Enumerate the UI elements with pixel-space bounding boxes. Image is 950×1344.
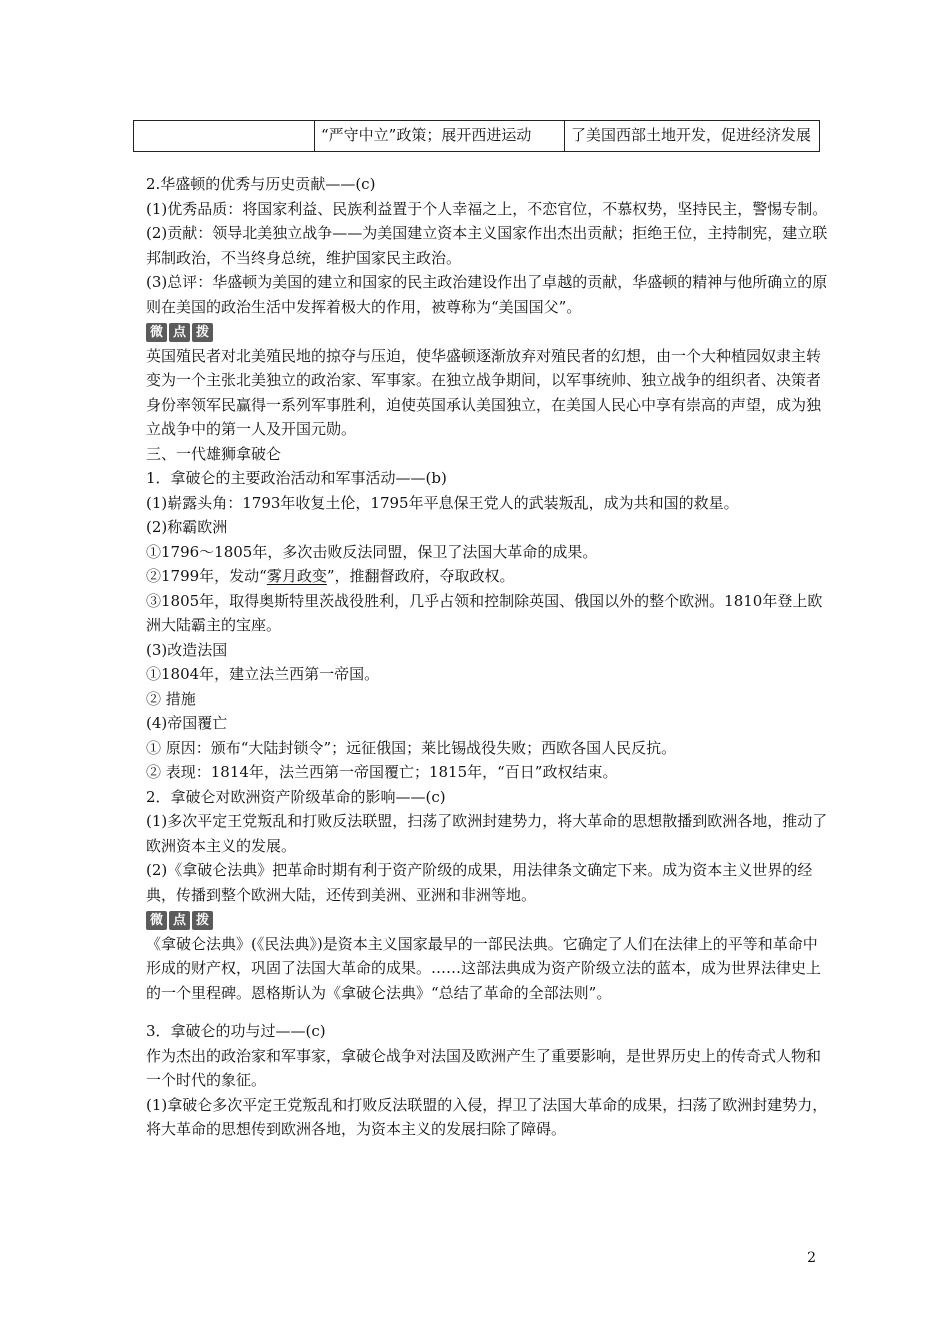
tip-badge-char: 点: [169, 323, 190, 342]
list-item: ②1799年，发动“雾月政变”，推翻督政府，夺取政权。: [146, 567, 515, 585]
tip-badge: [146, 911, 213, 930]
list-item: ② 表现：1814年，法兰西第一帝国覆亡；1815年，“百日”政权结束。: [146, 763, 618, 781]
table-cell: 了美国西部土地开发，促进经济发展: [565, 121, 820, 152]
tip-badge-char: 微: [146, 323, 167, 342]
page-number: 2: [807, 1250, 816, 1266]
tip-badge-char: 微: [146, 911, 167, 930]
section-heading: 1．拿破仑的主要政治活动和军事活动——(b): [146, 469, 447, 487]
paragraph: (1)优秀品质：将国家利益、民族利益置于个人幸福之上，不恋官位，不慕权势，坚持民主，警惕专制。: [146, 199, 828, 218]
list-item: ① 原因：颁布“大陆封锁令”；远征俄国；莱比锡战役失败；西欧各国人民反抗。: [146, 738, 677, 757]
list-item: ①1796～1805年，多次击败反法同盟，保卫了法国大革命的成果。: [146, 542, 598, 561]
paragraph: (1)崭露头角：1793年收复土伦，1795年平息保王党人的武装叛乱，成为共和国的救星。: [146, 493, 739, 512]
table-row: [134, 121, 820, 152]
paragraph: (1)多次平定王党叛乱和打败反法联盟，扫荡了欧洲封建势力，将大革命的思想散播到欧洲各地，推动了欧洲资本主义的发展。: [146, 812, 828, 855]
tip-paragraph: 英国殖民者对北美殖民地的掠夺与压迫，使华盛顿逐渐放弃对殖民者的幻想，由一个大种植园奴隶主转变为一个主张北美独立的政治家、军事家。在独立战争期间，以军事统帅、独立战争的组织者、决策者身份率领军民赢得一系列军事胜利，迫使英国承认美国独立，在美国人民心中享有崇高的声望，成为独立战争中的第一人及开国元勋。: [146, 346, 822, 438]
sub-heading: (3)改造法国: [146, 640, 228, 659]
tip-badge: [146, 323, 213, 342]
document-body: [146, 172, 828, 1142]
paragraph: (2)《拿破仑法典》把革命时期有利于资产阶级的成果，用法律条文确定下来。成为资本主义世界的经典，传播到整个欧洲大陆，还传到美洲、亚洲和非洲等地。: [146, 861, 813, 904]
table-cell: “严守中立”政策；展开西进运动: [315, 121, 565, 152]
section-heading: 3．拿破仑的功与过——(c): [146, 1022, 326, 1040]
spacer: [146, 1005, 828, 1019]
paragraph: 作为杰出的政治家和军事家，拿破仑战争对法国及欧洲产生了重要影响，是世界历史上的传奇式人物和一个时代的象征。: [146, 1046, 822, 1089]
section-title: 三、一代雄狮拿破仑: [146, 444, 282, 463]
list-item: ② 措施: [146, 689, 196, 708]
section-heading: 2．拿破仑对欧洲资产阶级革命的影响——(c): [146, 787, 446, 806]
paragraph: (3)总评：华盛顿为美国的建立和国家的民主政治建设作出了卓越的贡献，华盛顿的精神与他所确立的原则在美国的政治生活中发挥着极大的作用，被尊称为“美国国父”。: [146, 273, 828, 316]
list-item: ③1805年，取得奥斯特里茨战役胜利，几乎占领和控制除英国、俄国以外的整个欧洲。1810年登上欧洲大陆霸主的宝座。: [146, 591, 823, 634]
tip-paragraph: 《拿破仑法典》(《民法典》)是资本主义国家最早的一部民法典。它确定了人们在法律上的平等和革命中形成的财产权，巩固了法国大革命的成果。……这部法典成为资产阶级立法的蓝本，成为世界法律史上的一个里程碑。恩格斯认为《拿破仑法典》“总结了革命的全部法则”。: [146, 934, 822, 1002]
list-item: ①1804年，建立法兰西第一帝国。: [146, 665, 380, 683]
paragraph: (2)贡献：领导北美独立战争——为美国建立资本主义国家作出杰出贡献；拒绝王位，主持制宪，建立联邦制政治，不当终身总统，维护国家民主政治。: [146, 224, 828, 267]
sub-heading: (4)帝国覆亡: [146, 714, 228, 732]
underlined-term: 雾月政变: [266, 567, 327, 585]
section-heading: 2.华盛顿的优秀与历史贡献——(c): [146, 175, 376, 193]
tip-badge-char: 拨: [192, 323, 213, 342]
table-cell: [134, 121, 315, 152]
tip-badge-char: 点: [169, 911, 190, 930]
comparison-table-fragment: [133, 120, 820, 152]
tip-badge-char: 拨: [192, 911, 213, 930]
paragraph: (1)拿破仑多次平定王党叛乱和打败反法联盟的入侵，捍卫了法国大革命的成果，扫荡了欧洲封建势力，将大革命的思想传到欧洲各地，为资本主义的发展扫除了障碍。: [146, 1095, 828, 1138]
sub-heading: (2)称霸欧洲: [146, 518, 228, 536]
